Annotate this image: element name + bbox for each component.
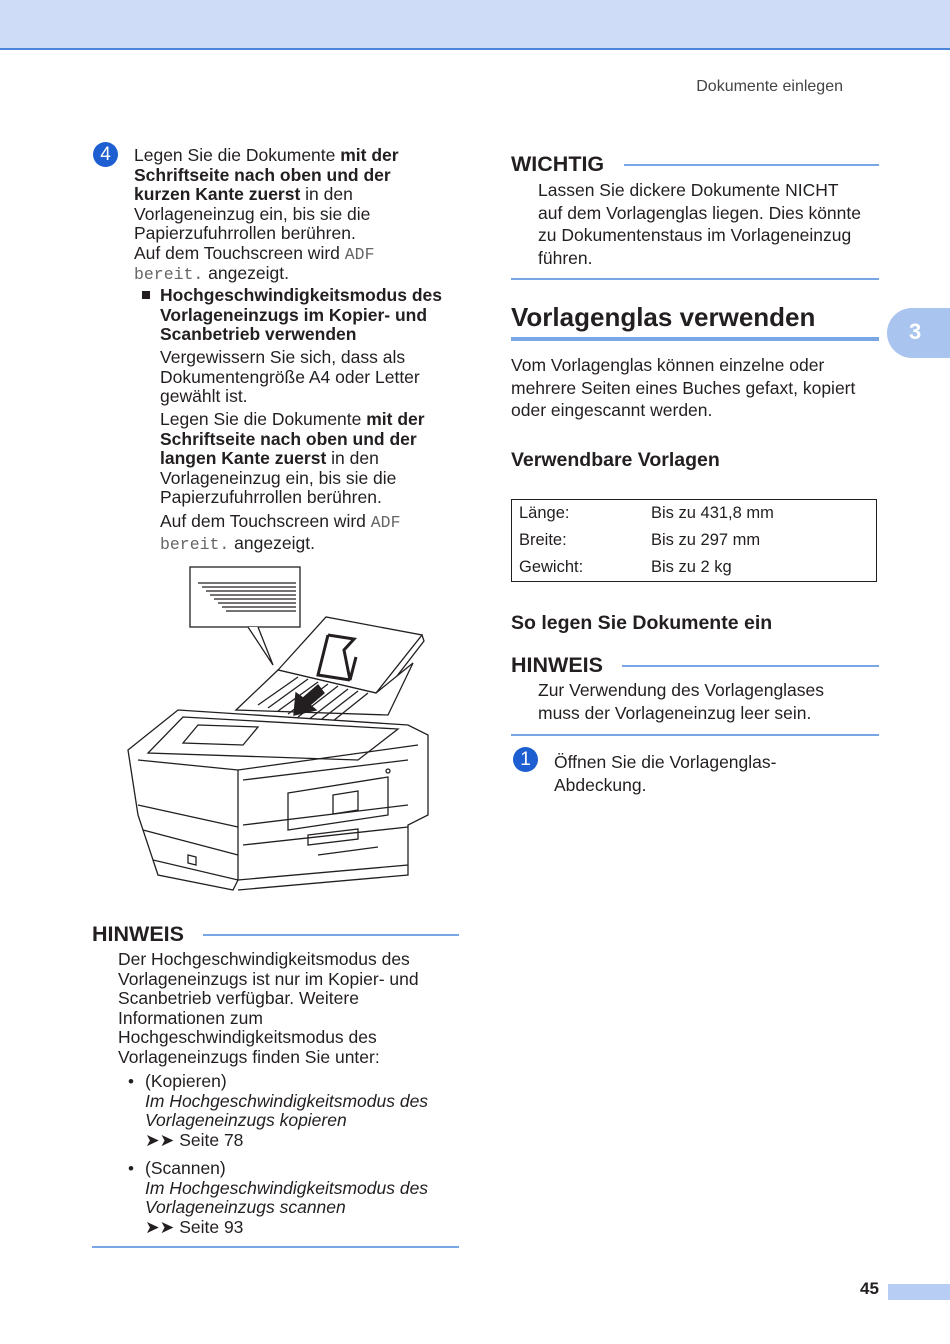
intro-line: oder eingescannt werden.: [511, 400, 713, 420]
intro-line: mehrere Seiten eines Buches gefaxt, kopiert: [511, 377, 856, 398]
sub-paragraph-b: [160, 410, 470, 508]
subsection-title: Verwendbare Vorlagen: [511, 449, 720, 471]
step-4-line: Papierzufuhrrollen berühren.: [134, 223, 356, 243]
sub-line: Legen Sie die Dokumente: [160, 409, 367, 429]
sub-bold: langen Kante zuerst: [160, 448, 327, 468]
sub-heading-line: Hochgeschwindigkeitsmodus des: [160, 285, 442, 305]
note-item-link-title[interactable]: Im Hochgeschwindigkeitsmodus des: [145, 1090, 429, 1111]
sub-line: gewählt ist.: [160, 386, 248, 406]
bullet-dot: •: [128, 1159, 134, 1178]
step-1-text: [554, 751, 874, 796]
table-row: [512, 500, 877, 528]
lcd-message: ADF: [344, 244, 375, 264]
page-number: 45: [860, 1279, 879, 1298]
step-4-line: angezeigt.: [203, 263, 289, 283]
note-line: Zur Verwendung des Vorlagenglases: [538, 680, 825, 700]
sub-paragraph-a: [160, 348, 470, 407]
step-number-1: 1: [513, 747, 538, 772]
step-4-line: Vorlageneinzug ein, bis sie die: [134, 203, 371, 224]
lcd-message: bereit.: [134, 265, 204, 284]
step-4-text: [134, 146, 434, 285]
note-line: Scanbetrieb verfügbar. Weitere: [118, 988, 359, 1008]
chapter-tab: [887, 308, 950, 358]
important-end-rule: [511, 278, 879, 280]
note-line: Vorlageneinzugs ist nur im Kopier- und: [118, 968, 419, 989]
sub-line: Auf dem Touchscreen wird: [160, 511, 371, 531]
note-line: muss der Vorlageneinzug leer sein.: [538, 702, 812, 723]
section-title-rule: [511, 337, 879, 341]
step-number-4: 4: [93, 142, 118, 167]
note-title: HINWEIS: [511, 653, 603, 677]
step-4-line: in den: [300, 184, 353, 204]
table-value: Bis zu 431,8 mm: [651, 504, 774, 522]
note-item-link-title[interactable]: Vorlageneinzugs kopieren: [145, 1110, 347, 1130]
section-title: Vorlagenglas verwenden: [511, 302, 816, 332]
important-body: [538, 179, 883, 269]
chapter-tab-number: 3: [909, 319, 922, 344]
important-line: führen.: [538, 247, 593, 268]
sub-line: in den: [326, 448, 379, 468]
running-head: Dokumente einlegen: [696, 78, 843, 95]
page-reference-link[interactable]: ➤➤ Seite 93: [145, 1216, 244, 1237]
sub-heading-line: Vorlageneinzugs im Kopier- und: [160, 304, 428, 325]
header-band: [0, 0, 950, 48]
step-4-bold: mit der: [340, 145, 399, 165]
step-1-line: Abdeckung.: [554, 774, 647, 795]
note-item-label: (Scannen): [145, 1158, 226, 1178]
subsection-title: So legen Sie Dokumente ein: [511, 612, 773, 634]
note-item-scan: [145, 1159, 465, 1237]
lcd-message: ADF: [370, 513, 401, 532]
step-1-line: Öffnen Sie die Vorlagenglas-: [554, 752, 777, 772]
step-4-line: Legen Sie die Dokumente: [134, 145, 341, 165]
important-line: Lassen Sie dickere Dokumente NICHT: [538, 180, 839, 200]
sub-line: Papierzufuhrrollen berühren.: [160, 487, 382, 507]
table-key: Länge:: [519, 504, 570, 522]
intro-line: Vom Vorlagenglas können einzelne oder: [511, 355, 825, 375]
note-body: [118, 950, 458, 1067]
lcd-message: bereit.: [160, 535, 230, 554]
table-key: Gewicht:: [519, 558, 584, 576]
important-title: WICHTIG: [511, 152, 605, 176]
note-item-link-title[interactable]: Im Hochgeschwindigkeitsmodus des: [145, 1177, 429, 1198]
note-line: Der Hochgeschwindigkeitsmodus des: [118, 949, 410, 969]
page-number-bar: [888, 1284, 950, 1300]
important-line: auf dem Vorlagenglas liegen. Dies könnte: [538, 202, 861, 223]
note-line: Informationen zum: [118, 1007, 263, 1028]
sub-line: angezeigt.: [229, 533, 315, 553]
sub-line: Vergewissern Sie sich, dass als: [160, 347, 406, 367]
note-line: Hochgeschwindigkeitsmodus des: [118, 1027, 377, 1047]
step-4-bold: Schriftseite nach oben und der: [134, 164, 391, 185]
note-line: Vorlageneinzugs finden Sie unter:: [118, 1046, 380, 1067]
note-item-label: (Kopieren): [145, 1071, 227, 1091]
note-title-rule: [622, 665, 879, 667]
sub-paragraph-c: [160, 511, 470, 555]
sub-bold: Schriftseite nach oben und der: [160, 428, 417, 449]
sub-line: Dokumentengröße A4 oder Letter: [160, 366, 420, 387]
table-row: [512, 554, 877, 582]
square-bullet-icon: [142, 291, 150, 299]
important-title-rule: [624, 164, 879, 166]
spec-table: [511, 499, 877, 582]
table-key: Breite:: [519, 531, 567, 549]
table-value: Bis zu 2 kg: [651, 558, 732, 576]
sub-bold: mit der: [366, 409, 425, 429]
note-item-link-title[interactable]: Vorlageneinzugs scannen: [145, 1197, 346, 1217]
note-item-copy: [145, 1072, 465, 1150]
note-end-rule: [92, 1246, 459, 1248]
important-line: zu Dokumentenstaus im Vorlageneinzug: [538, 225, 852, 245]
note-end-rule: [511, 734, 879, 736]
printer-adf-illustration: [118, 565, 438, 900]
note-title-rule: [203, 934, 459, 936]
table-row: [512, 527, 877, 554]
sub-heading: [160, 286, 470, 345]
table-value: Bis zu 297 mm: [651, 531, 761, 549]
page-reference-link[interactable]: ➤➤ Seite 78: [145, 1129, 244, 1150]
step-4-line: Auf dem Touchscreen wird: [134, 242, 345, 263]
step-4-bold: kurzen Kante zuerst: [134, 184, 301, 204]
sub-heading-line: Scanbetrieb verwenden: [160, 324, 357, 344]
bullet-dot: •: [128, 1072, 134, 1091]
header-rule: [0, 48, 950, 50]
sub-line: Vorlageneinzug ein, bis sie die: [160, 467, 397, 488]
note-body: [538, 679, 883, 724]
note-title: HINWEIS: [92, 922, 184, 946]
section-intro: [511, 354, 881, 422]
